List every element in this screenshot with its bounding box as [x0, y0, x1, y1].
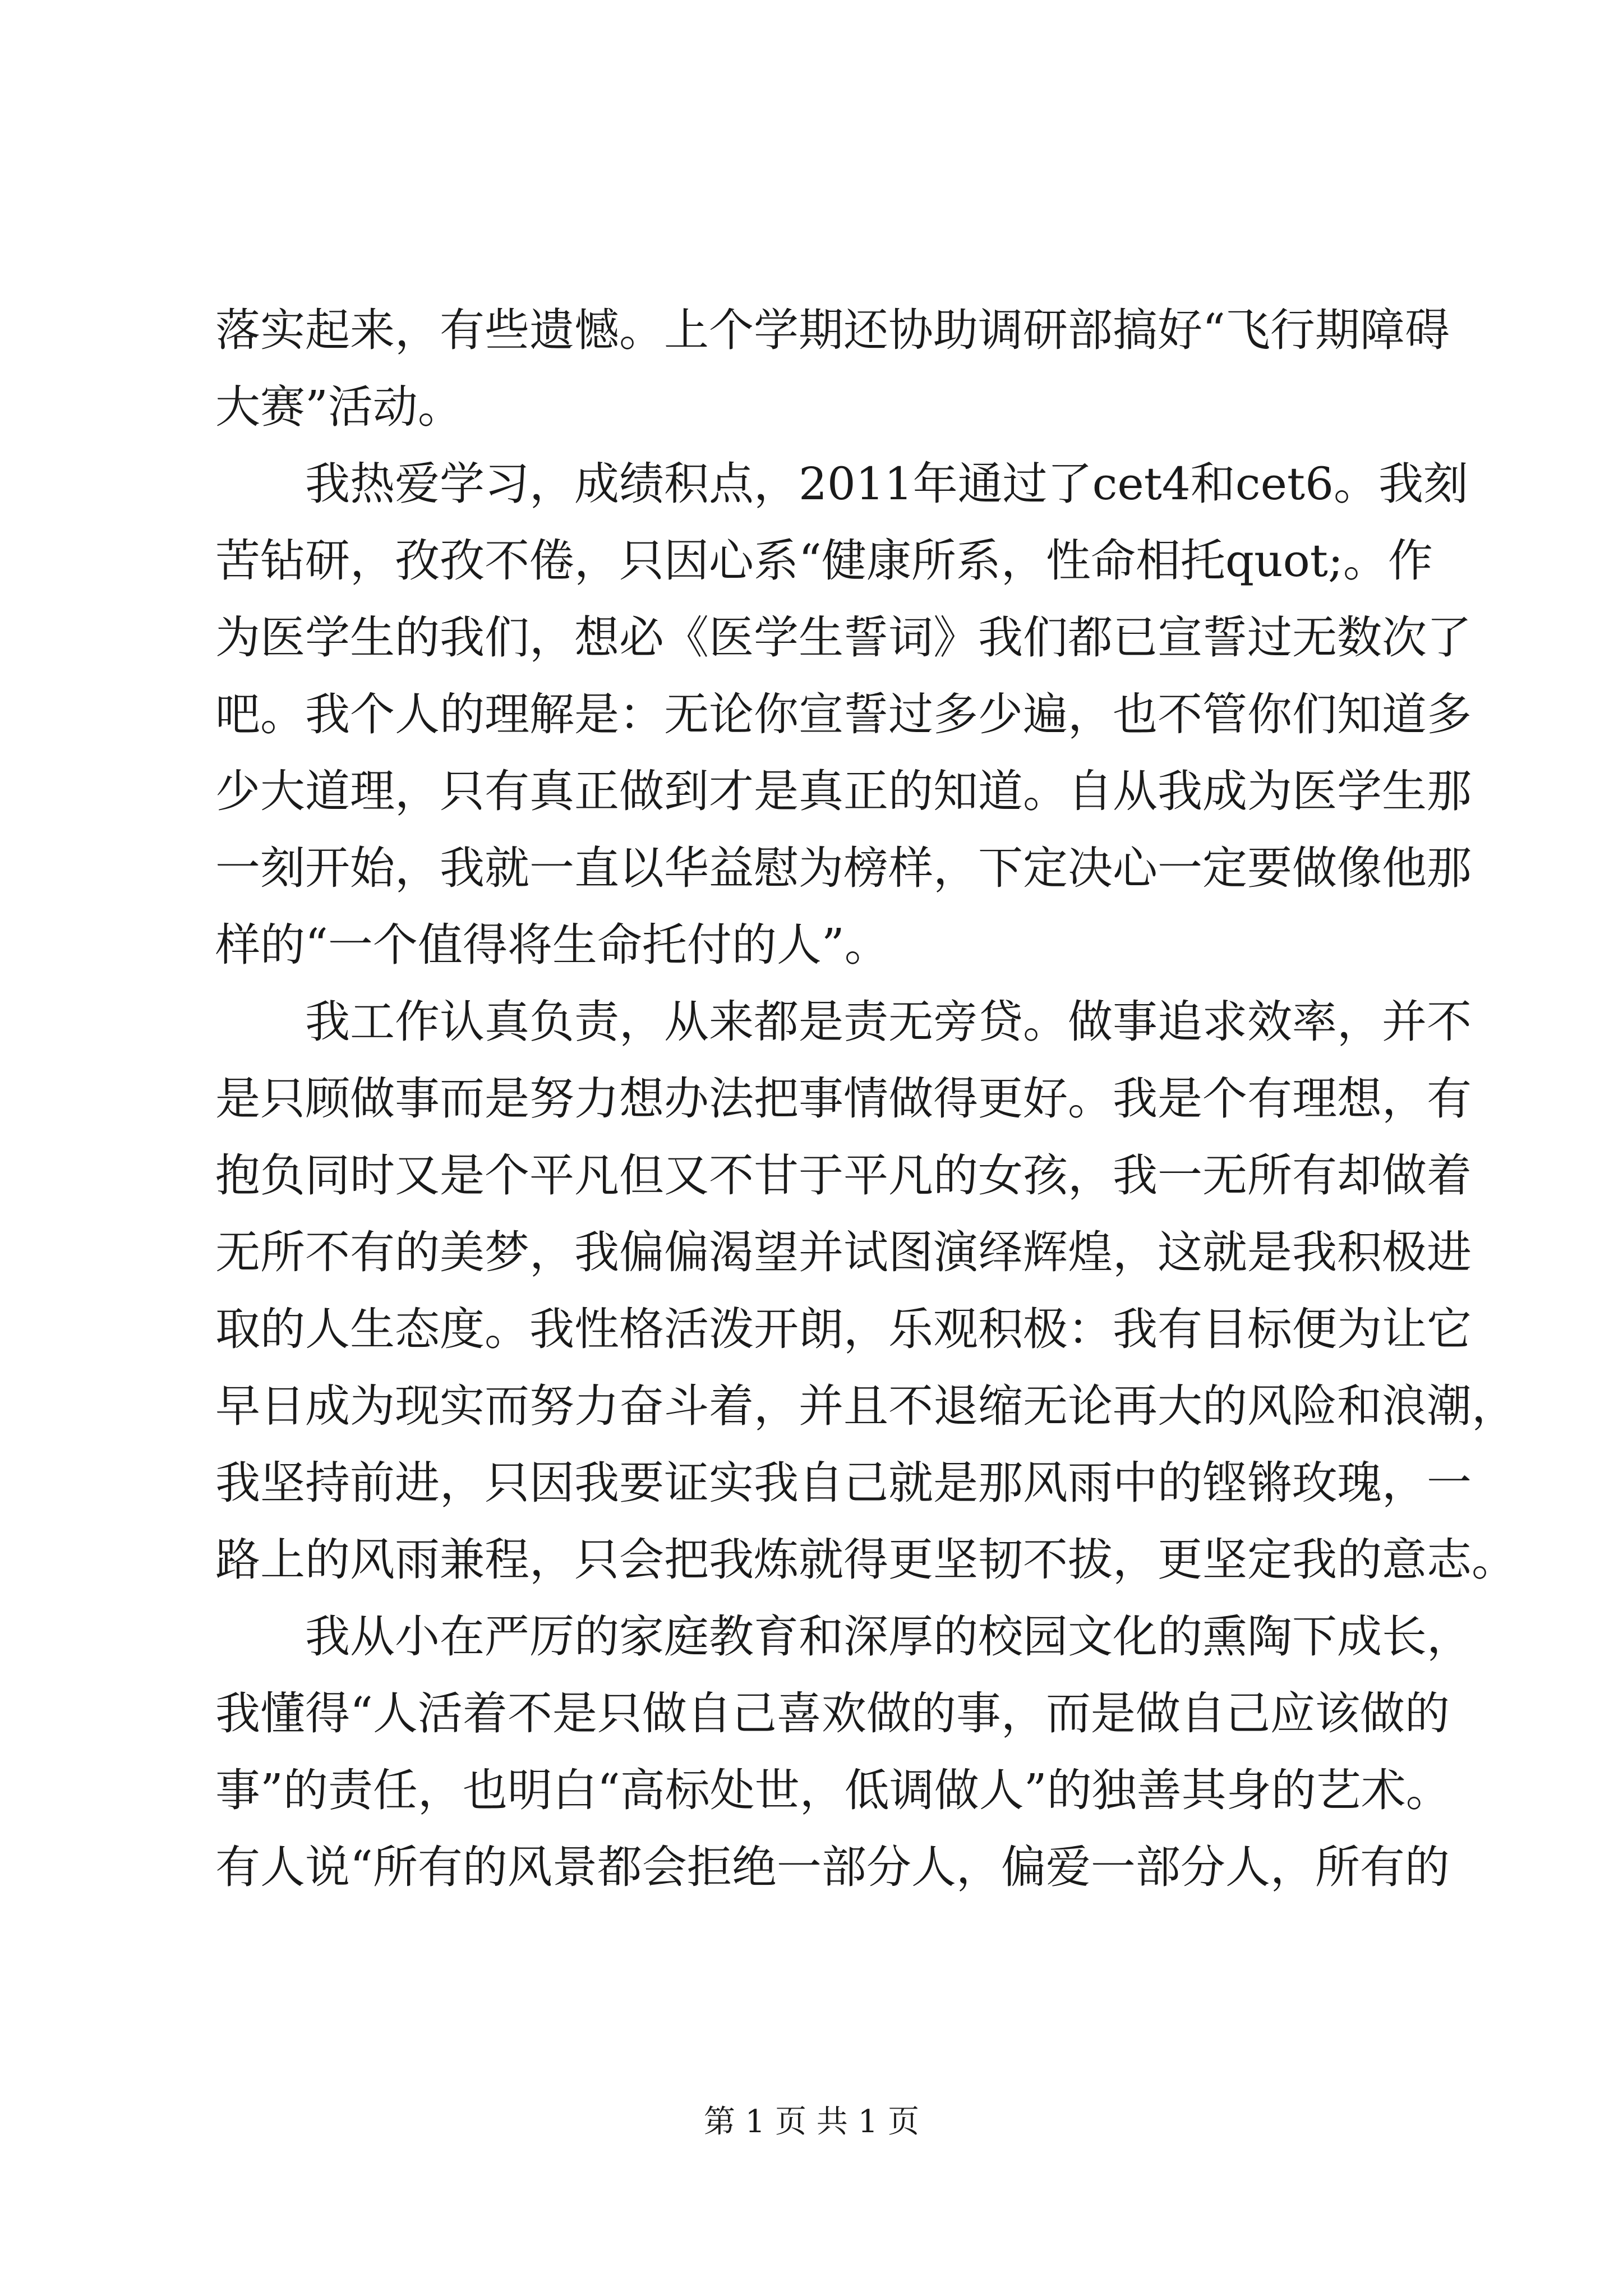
text-line: 一刻开始，我就一直以华益慰为榜样，下定决心一定要做像他那 — [215, 842, 1472, 894]
text-line: 有人说“所有的风景都会拒绝一部分人，偏爱一部分人，所有的 — [215, 1841, 1450, 1893]
text-line: 事”的责任，也明白“高标处世，低调做人”的独善其身的艺术。 — [215, 1764, 1451, 1816]
document-body — [215, 292, 1516, 1906]
text-line: 苦钻研，孜孜不倦，只因心系“健康所系，性命相托quot;。作 — [215, 535, 1433, 587]
text-line: 是只顾做事而是努力想办法把事情做得更好。我是个有理想，有 — [215, 1073, 1472, 1125]
text-line: 取的人生态度。我性格活泼开朗，乐观积极：我有目标便为让它 — [215, 1303, 1472, 1355]
text-line: 我从小在严厉的家庭教育和深厚的校园文化的熏陶下成长， — [305, 1611, 1472, 1663]
text-line: 我坚持前进，只因我要证实我自己就是那风雨中的铿锵玫瑰，一 — [215, 1457, 1472, 1509]
text-line: 落实起来，有些遗憾。上个学期还协助调研部搞好“飞行期障碍 — [215, 304, 1450, 356]
text-line: 我懂得“人活着不是只做自己喜欢做的事，而是做自己应该做的 — [215, 1687, 1450, 1740]
text-line: 为医学生的我们，想必《医学生誓词》我们都已宣誓过无数次了 — [215, 611, 1472, 664]
text-line: 大赛”活动。 — [215, 381, 463, 433]
text-line: 早日成为现实而努力奋斗着，并且不退缩无论再大的风险和浪潮， — [215, 1380, 1516, 1432]
text-line: 少大道理，只有真正做到才是真正的知道。自从我成为医学生那 — [215, 765, 1472, 817]
text-line: 路上的风雨兼程，只会把我炼就得更坚韧不拔，更坚定我的意志。 — [215, 1534, 1516, 1586]
text-line: 吧。我个人的理解是：无论你宣誓过多少遍，也不管你们知道多 — [215, 688, 1472, 740]
text-line: 样的“一个值得将生命托付的人”。 — [215, 919, 889, 971]
text-line: 我工作认真负责，从来都是责无旁贷。做事追求效率，并不 — [305, 996, 1472, 1048]
text-line: 无所不有的美梦，我偏偏渴望并试图演绎辉煌，这就是我积极进 — [215, 1226, 1472, 1278]
page-footer: 第 1 页 共 1 页 — [703, 2104, 920, 2140]
text-line: 抱负同时又是个平凡但又不甘于平凡的女孩，我一无所有却做着 — [215, 1149, 1472, 1202]
text-line: 我热爱学习，成绩积点，2011年通过了cet4和cet6。我刻 — [305, 458, 1468, 510]
